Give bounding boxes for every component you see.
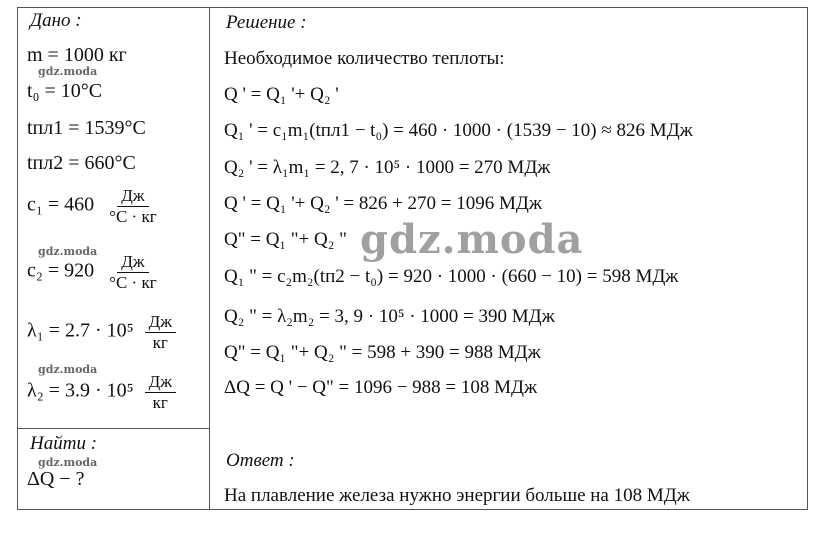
solution-line: Q₁ ' = c₁m₁(tпл1 − t₀) = 460 · 1000 · (1539 − 10) ≈ 826 МДж: [224, 120, 693, 141]
c2-unit-den: °C · кг: [109, 272, 157, 292]
solution-line: Q₂ " = λ₂m₂ = 3, 9 · 10⁵ · 1000 = 390 МДж: [224, 306, 555, 327]
solution-line: ΔQ = Q ' − Q" = 1096 − 988 = 108 МДж: [224, 377, 538, 398]
watermark-small: gdz.moda: [38, 456, 98, 469]
given-mass: m = 1000 кг: [27, 44, 127, 66]
watermark-small: gdz.moda: [38, 245, 98, 258]
lambda1-unit-num: Дж: [145, 312, 176, 333]
given-lambda2: [27, 372, 176, 412]
solution-line: Q" = Q₁ "+ Q₂ " = 598 + 390 = 988 МДж: [224, 342, 541, 363]
solution-line: Q₁ " = c₂m₂(tп2 − t₀) = 920 · 1000 · (660 − 10) = 598 МДж: [224, 266, 679, 287]
c1-unit-den: °C · кг: [109, 206, 157, 226]
solution-line: Q ' = Q₁ '+ Q₂ ' = 826 + 270 = 1096 МДж: [224, 193, 542, 214]
lambda2-unit-fraction: [145, 372, 176, 412]
given-c1: [27, 186, 161, 226]
given-tpl1: tпл1 = 1539°C: [27, 117, 146, 139]
find-value: ΔQ − ?: [27, 468, 85, 490]
lambda1-unit-den: кг: [152, 332, 168, 352]
watermark-small: gdz.moda: [38, 65, 98, 78]
solution-line: Q₂ ' = λ₁m₁ = 2, 7 · 10⁵ · 1000 = 270 МДж: [224, 157, 551, 178]
lambda1-unit-fraction: [145, 312, 176, 352]
lambda2-unit-num: Дж: [145, 372, 176, 393]
given-c1-value: c₁ = 460: [27, 193, 95, 216]
watermark-small: gdz.moda: [38, 363, 98, 376]
given-header: Дано :: [30, 10, 82, 31]
answer-text: На плавление железа нужно энергии больше на 108 МДж: [224, 485, 690, 506]
solution-line: Q ' = Q₁ '+ Q₂ ': [224, 84, 339, 105]
given-c2-value: c₂ = 920: [27, 259, 95, 282]
c2-unit-fraction: [105, 252, 161, 292]
column-divider: [209, 7, 210, 510]
solution-line: Необходимое количество теплоты:: [224, 48, 505, 69]
given-lambda2-value: λ₂ = 3.9 · 10⁵: [27, 379, 134, 402]
solution-header: Решение :: [226, 12, 307, 33]
given-lambda1-value: λ₁ = 2.7 · 10⁵: [27, 319, 134, 342]
given-find-divider: [17, 428, 210, 429]
answer-header: Ответ :: [226, 450, 295, 471]
solution-line: Q" = Q₁ "+ Q₂ ": [224, 229, 347, 250]
watermark-large: gdz.moda: [360, 216, 584, 263]
find-header: Найти :: [30, 433, 98, 454]
given-t0: t₀ = 10°C: [27, 80, 103, 102]
given-c2: [27, 252, 161, 292]
c2-unit-num: Дж: [117, 252, 148, 273]
lambda2-unit-den: кг: [152, 392, 168, 412]
given-lambda1: [27, 312, 176, 352]
given-tpl2: tпл2 = 660°C: [27, 152, 136, 174]
c1-unit-num: Дж: [117, 186, 148, 207]
c1-unit-fraction: [105, 186, 161, 226]
